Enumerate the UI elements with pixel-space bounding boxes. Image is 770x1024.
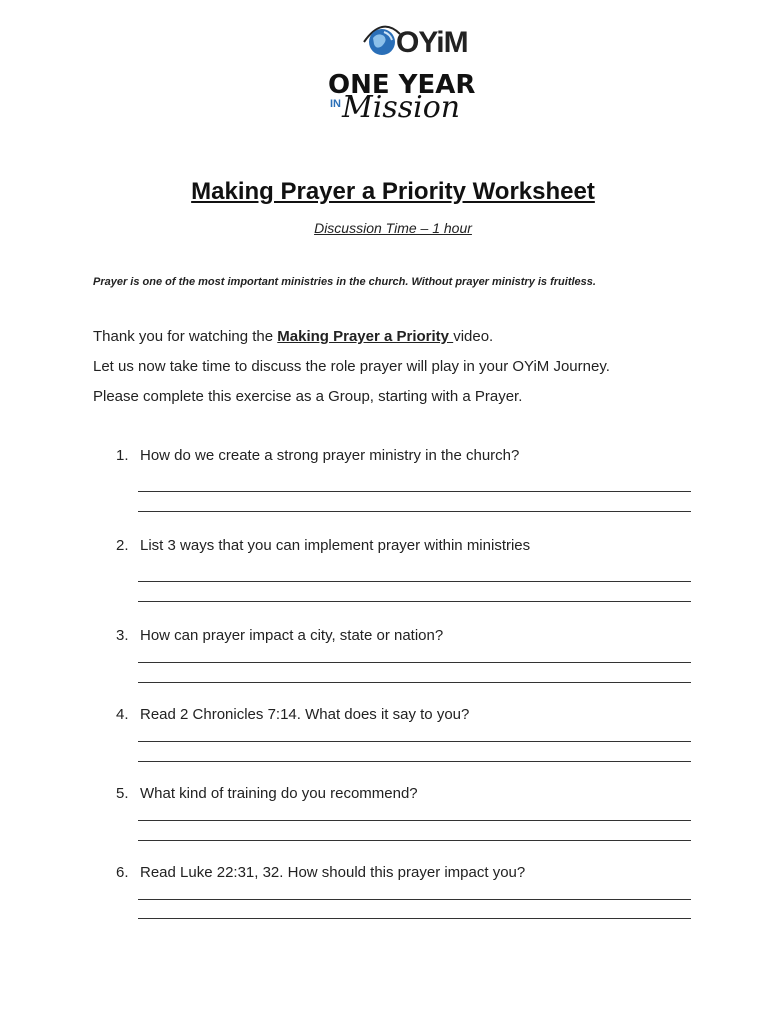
question-text: How can prayer impact a city, state or nation? [140,627,444,644]
answer-line[interactable] [138,601,691,602]
answer-line[interactable] [138,682,691,683]
thanks-before: Thank you for watching the [93,328,278,345]
logo-line-mission: Mission [342,90,461,125]
question-number: 6. [116,864,129,881]
logo-brand: OYiM [396,26,468,59]
answer-line[interactable] [138,662,691,663]
paragraph-thanks [93,328,493,345]
answer-line[interactable] [138,511,691,512]
answer-line[interactable] [138,899,691,900]
answer-line[interactable] [138,820,691,821]
thanks-after: video. [453,328,494,345]
video-title: Making Prayer a Priority [277,328,454,345]
intro-statement: Prayer is one of the most important ministries in the church. Without prayer ministry is fruitless. [93,276,596,288]
question-2 [116,537,530,554]
answer-line[interactable] [138,840,691,841]
logo-line-one: ONE YEAR [328,70,476,100]
question-text: List 3 ways that you can implement prayer within ministries [140,537,531,554]
oyim-logo [322,20,482,130]
answer-line[interactable] [138,918,691,919]
question-1 [116,447,519,464]
answer-line[interactable] [138,761,691,762]
question-number: 3. [116,627,129,644]
question-number: 4. [116,706,129,723]
page-title: Making Prayer a Priority Worksheet [191,178,595,205]
page-subtitle: Discussion Time – 1 hour [314,220,472,236]
answer-line[interactable] [138,491,691,492]
logo-line-in: IN [330,98,341,110]
question-number: 2. [116,537,129,554]
paragraph-instructions: Please complete this exercise as a Group, starting with a Prayer. [93,388,523,405]
paragraph-discuss: Let us now take time to discuss the role prayer will play in your OYiM Journey. [93,358,610,375]
question-3 [116,627,443,644]
question-5 [116,785,418,802]
question-text: What kind of training do you recommend? [140,785,418,802]
question-6 [116,864,525,881]
answer-line[interactable] [138,741,691,742]
question-text: Read 2 Chronicles 7:14. What does it say to you? [140,706,470,723]
question-text: Read Luke 22:31, 32. How should this prayer impact you? [140,864,526,881]
answer-line[interactable] [138,581,691,582]
question-4 [116,706,469,723]
question-text: How do we create a strong prayer ministry in the church? [140,447,520,464]
question-number: 1. [116,447,129,464]
question-number: 5. [116,785,129,802]
